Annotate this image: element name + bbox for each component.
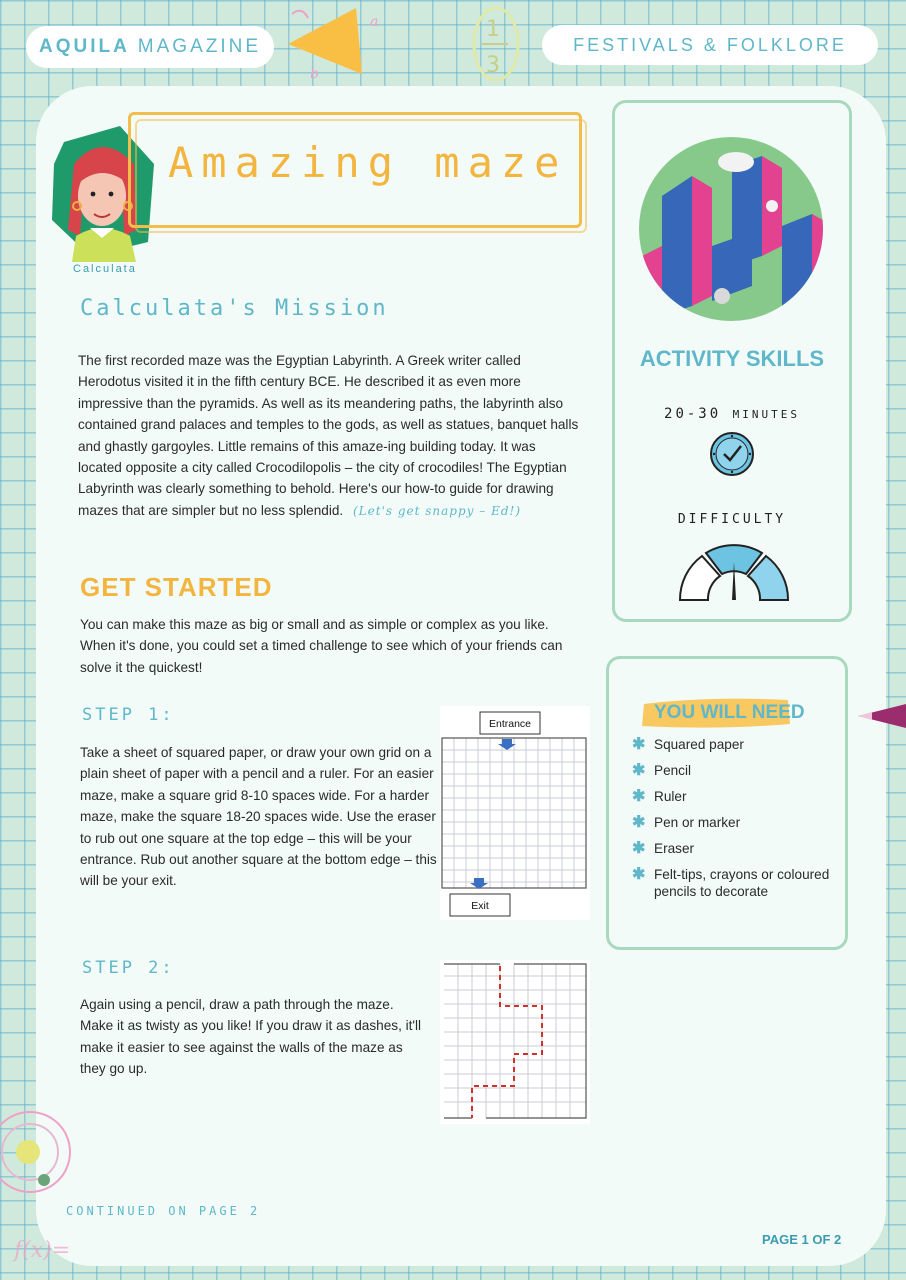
- list-item: ✱ Pen or marker: [632, 814, 741, 831]
- asterisk-bullet-icon: ✱: [632, 788, 646, 805]
- clock-icon: [708, 430, 756, 478]
- step-2-heading: STEP 2:: [82, 958, 175, 978]
- asterisk-bullet-icon: ✱: [632, 840, 646, 857]
- svg-text:1: 1: [486, 17, 500, 42]
- list-item: ✱ Eraser: [632, 840, 695, 857]
- difficulty-gauge-icon: [676, 538, 792, 606]
- time-value: 20-30: [664, 406, 722, 422]
- step-1-heading: STEP 1:: [82, 705, 175, 725]
- maze-grid-step-1: [440, 706, 590, 920]
- triangle-doodle-icon: [282, 4, 392, 84]
- asterisk-bullet-icon: ✱: [632, 814, 646, 831]
- get-started-body: You can make this maze as big or small and as simple or complex as you like. When it's done, you could set a timed challenge to see which of your friends can solve it the quickest!: [80, 617, 563, 675]
- step-1-body: Take a sheet of squared paper, or draw your own grid on a plain sheet of paper with a pencil and a ruler. For an easier maze, make a square grid 8-10 spaces wide. For a harder maze, make the square 18-20 spaces wide. Use the eraser to rub out one square at the top edge – this will be your entrance. Rub out another square at the bottom edge – this will be your exit.: [80, 745, 437, 889]
- get-started-heading: GET STARTED: [80, 572, 273, 602]
- list-item: ✱ Pencil: [632, 762, 692, 779]
- circle-doodle-icon: [0, 1100, 90, 1210]
- page-number: PAGE 1 OF 2: [762, 1232, 842, 1247]
- magazine-name-bold: AQUILA: [38, 36, 130, 57]
- needs-list: [632, 736, 834, 909]
- continued-note[interactable]: CONTINUED ON PAGE 2: [66, 1204, 261, 1218]
- page-title: Amazing maze: [168, 138, 568, 187]
- svg-text:b: b: [310, 66, 319, 82]
- asterisk-bullet-icon: ✱: [632, 762, 646, 779]
- character-label: Calculata: [73, 263, 137, 275]
- exit-label: Exit: [471, 900, 489, 912]
- editor-aside: (Let's get snappy – Ed!): [353, 503, 522, 518]
- magazine-brand-pill: [26, 26, 274, 68]
- formula-doodle-icon: f(x)=: [14, 1238, 71, 1263]
- section-title: FESTIVALS & FOLKLORE: [573, 34, 847, 55]
- you-will-need-heading: YOU WILL NEED: [654, 702, 805, 723]
- maze-path-step-2: [440, 960, 590, 1124]
- time-unit: MINUTES: [732, 408, 800, 421]
- svg-text:3: 3: [486, 53, 500, 78]
- mission-text: The first recorded maze was the Egyptian Labyrinth. A Greek writer called Herodotus visited it in the fifth century BCE. He described it as even more impressive than the pyramids. As well as its meandering paths, the labyrinth also contained grand palaces and temples to the gods, as well as statues, banquet halls and ghastly gargoyles. Little remains of this amaze-ing building today. It was located opposite a city called Crocodilopolis – the city of crocodiles! The Egyptian Labyrinth was clearly something to behold. Here's our how-to guide for drawing mazes that are simpler but no less splendid.: [78, 353, 579, 518]
- svg-text:a: a: [370, 14, 379, 30]
- maze-illustration-icon: [632, 136, 830, 322]
- mission-heading: Calculata's Mission: [80, 296, 389, 321]
- fraction-doodle-icon: [468, 4, 528, 84]
- difficulty-label: DIFFICULTY: [677, 512, 787, 527]
- step-2-body: Again using a pencil, draw a path through the maze. Make it as twisty as you like! If you draw it as dashes, it'll make it easier to see against the walls of the maze as they go up.: [80, 997, 422, 1077]
- mission-body: [78, 350, 580, 522]
- list-item: ✱ Ruler: [632, 788, 687, 805]
- activity-skills-heading: ACTIVITY SKILLS: [639, 346, 825, 371]
- asterisk-bullet-icon: ✱: [632, 736, 646, 753]
- entrance-label: Entrance: [488, 718, 532, 730]
- list-item: ✱ Felt-tips, crayons or coloured pencils to decorate: [632, 866, 830, 899]
- section-pill: [542, 25, 878, 65]
- list-item: ✱ Squared paper: [632, 736, 744, 753]
- time-required: [612, 406, 852, 422]
- pen-doodle-icon: [858, 700, 906, 730]
- asterisk-bullet-icon: ✱: [632, 866, 646, 883]
- magazine-name-rest: MAGAZINE: [137, 36, 262, 57]
